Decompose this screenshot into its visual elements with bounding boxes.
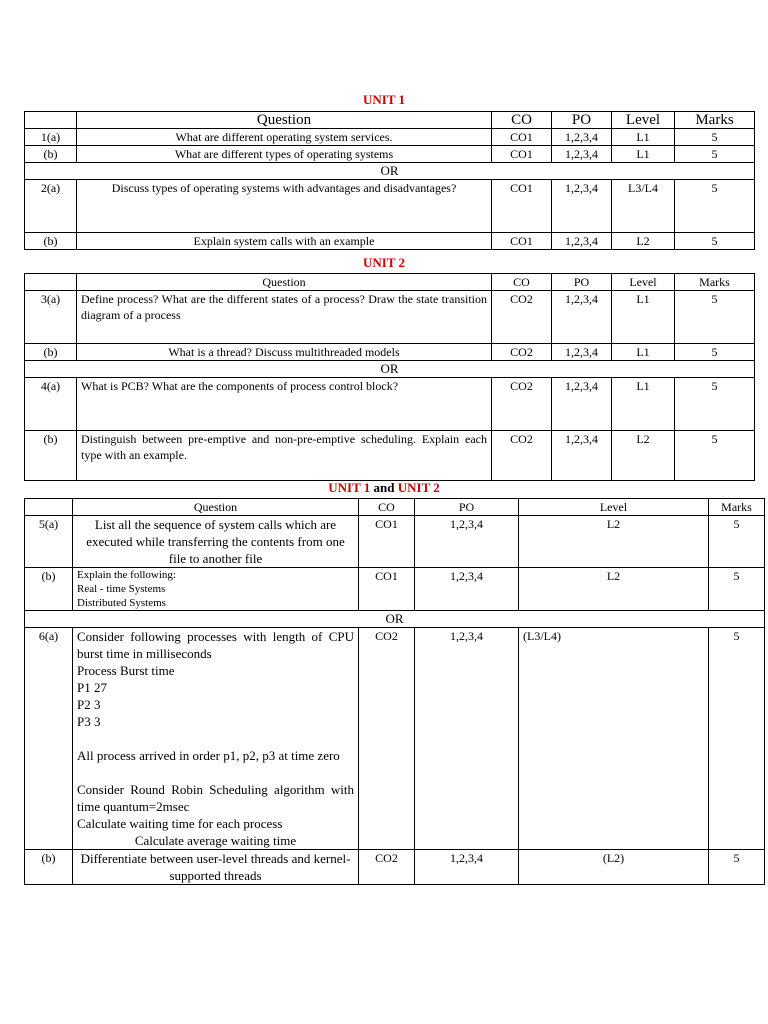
level-value: L1 [612,129,675,146]
level-value: L1 [612,378,675,431]
co-value: CO1 [492,146,552,163]
question-number: (b) [25,850,73,885]
level-value: L2 [612,431,675,481]
po-value: 1,2,3,4 [552,233,612,250]
unit12-title-b: UNIT 2 [397,480,440,495]
po-value: 1,2,3,4 [552,146,612,163]
level-value: (L2) [519,850,709,885]
co-value: CO1 [492,233,552,250]
unit12-table [24,498,765,885]
po-header: PO [552,112,612,129]
question-header: Question [77,274,492,291]
po-value: 1,2,3,4 [552,344,612,361]
po-value: 1,2,3,4 [415,516,519,568]
question-number: 4(a) [25,378,77,431]
table-row [25,516,765,568]
po-value: 1,2,3,4 [552,180,612,233]
marks-value: 5 [675,180,755,233]
level-value: L2 [612,233,675,250]
question-text: Distinguish between pre-emptive and non-pre-emptive scheduling. Explain each type with an example. [77,431,492,481]
co-value: CO2 [492,431,552,481]
marks-value: 5 [675,233,755,250]
question-header: Question [73,499,359,516]
table-row [25,344,755,361]
or-row [25,163,755,180]
marks-value: 5 [675,146,755,163]
po-header: PO [552,274,612,291]
unit2-table [24,273,755,481]
question-text: Discuss types of operating systems with advantages and disadvantages? [77,180,492,233]
question-number: (b) [25,233,77,250]
marks-value: 5 [675,344,755,361]
num-header [25,274,77,291]
num-header [25,112,77,129]
po-value: 1,2,3,4 [552,129,612,146]
level-value: L1 [612,291,675,344]
co-value: CO2 [492,378,552,431]
unit1-table [24,111,755,250]
po-value: 1,2,3,4 [415,628,519,850]
po-header: PO [415,499,519,516]
co-value: CO2 [492,291,552,344]
table-row [25,431,755,481]
co-header: CO [492,274,552,291]
marks-value: 5 [675,129,755,146]
level-value: L1 [612,146,675,163]
level-header: Level [612,274,675,291]
question-text [73,628,359,850]
po-value: 1,2,3,4 [415,568,519,611]
q6a-calc-waiting: Calculate waiting time for each process [77,816,283,831]
question-text: Define process? What are the different states of a process? Draw the state transition diagram of a process [77,291,492,344]
question-number: 1(a) [25,129,77,146]
co-value: CO2 [359,628,415,850]
level-value: L3/L4 [612,180,675,233]
unit12-header-row [25,499,765,516]
unit2-heading: UNIT 2 [362,255,406,270]
question-number: 6(a) [25,628,73,850]
q6a-arrival: All process arrived in order p1, p2, p3 at time zero [77,748,340,763]
marks-value: 5 [709,516,765,568]
question-text: List all the sequence of system calls which are executed while transferring the contents from one file to another file [73,516,359,568]
table-row [25,850,765,885]
co-header: CO [492,112,552,129]
co-value: CO1 [359,568,415,611]
level-header: Level [612,112,675,129]
question-number: 5(a) [25,516,73,568]
marks-value: 5 [675,378,755,431]
level-header: Level [519,499,709,516]
question-text: What is a thread? Discuss multithreaded models [77,344,492,361]
or-label: OR [25,361,755,378]
level-value: L1 [612,344,675,361]
unit1-header-row [25,112,755,129]
marks-header: Marks [675,112,755,129]
co-value: CO1 [359,516,415,568]
co-value: CO1 [492,180,552,233]
marks-header: Marks [675,274,755,291]
q6a-round-robin: Consider Round Robin Scheduling algorithm with time quantum=2msec [77,782,354,814]
marks-header: Marks [709,499,765,516]
table-row [25,233,755,250]
num-header [25,499,73,516]
marks-value: 5 [675,291,755,344]
co-value: CO2 [492,344,552,361]
unit12-heading [0,480,768,496]
table-row [25,568,765,611]
unit12-and: and [373,480,395,495]
level-value: L2 [519,568,709,611]
marks-value: 5 [675,431,755,481]
question-number: (b) [25,431,77,481]
or-row [25,611,765,628]
unit2-header-row [25,274,755,291]
table-row [25,378,755,431]
q6a-process-header: Process Burst time [77,663,175,678]
question-number: 3(a) [25,291,77,344]
unit12-title-a: UNIT 1 [328,480,371,495]
question-text: Explain the following: Real - time Systems Distributed Systems [73,568,359,611]
co-value: CO1 [492,129,552,146]
question-text: What are different operating system services. [77,129,492,146]
co-header: CO [359,499,415,516]
table-row [25,146,755,163]
marks-value: 5 [709,850,765,885]
or-label: OR [25,611,765,628]
q6a-intro: Consider following processes with length of CPU burst time in milliseconds [77,629,354,661]
question-number: (b) [25,344,77,361]
table-row [25,628,765,850]
question-text: What is PCB? What are the components of process control block? [77,378,492,431]
question-number: (b) [25,568,73,611]
co-value: CO2 [359,850,415,885]
level-value: (L3/L4) [519,628,709,850]
marks-value: 5 [709,568,765,611]
question-number: 2(a) [25,180,77,233]
question-text: Explain system calls with an example [77,233,492,250]
question-number: (b) [25,146,77,163]
po-value: 1,2,3,4 [552,378,612,431]
or-label: OR [25,163,755,180]
question-header: Question [77,112,492,129]
q6a-calc-average: Calculate average waiting time [134,833,297,848]
level-value: L2 [519,516,709,568]
question-text: Differentiate between user-level threads and kernel-supported threads [73,850,359,885]
table-row [25,180,755,233]
po-value: 1,2,3,4 [552,431,612,481]
table-row [25,291,755,344]
or-row [25,361,755,378]
question-text: What are different types of operating systems [77,146,492,163]
po-value: 1,2,3,4 [552,291,612,344]
table-row [25,129,755,146]
q6a-process-list: P1 27 P2 3 P3 3 [77,680,107,729]
unit1-heading: UNIT 1 [362,92,406,107]
marks-value: 5 [709,628,765,850]
po-value: 1,2,3,4 [415,850,519,885]
